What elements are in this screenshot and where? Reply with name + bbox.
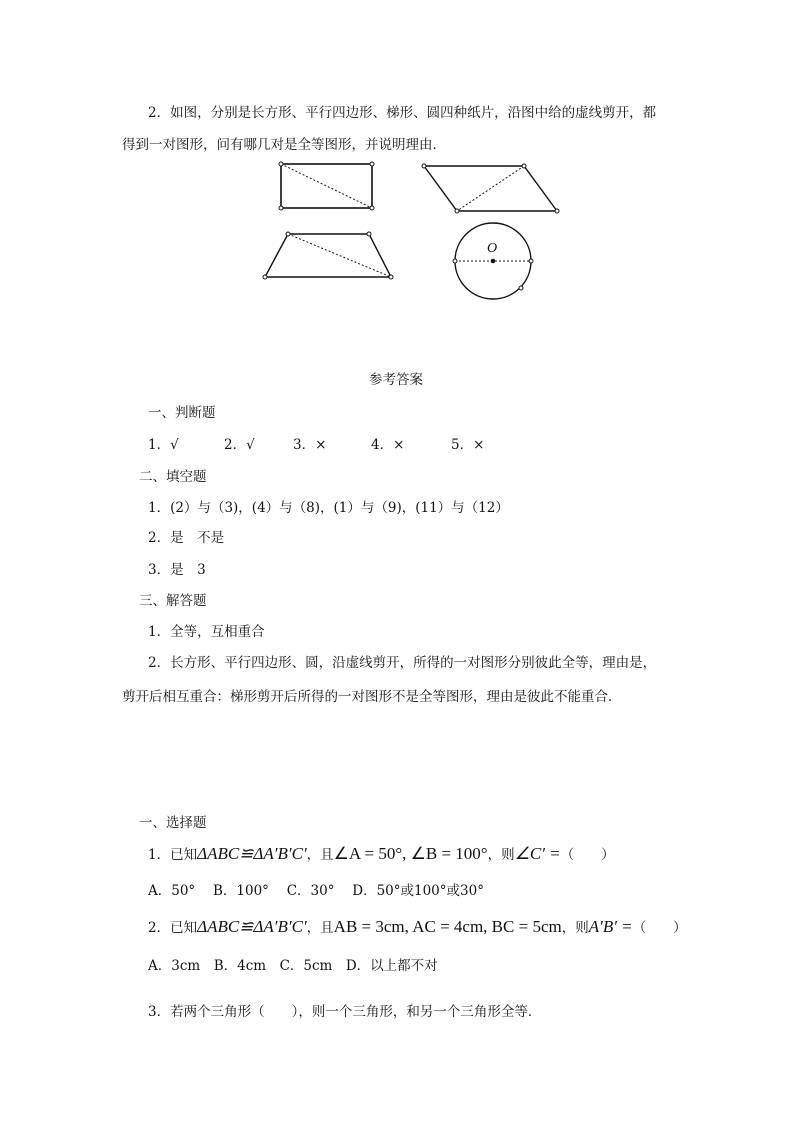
fill-answer-1: 1．(2）与（3)，(4）与（8)，(1）与（9)，(11）与（12） xyxy=(148,500,509,516)
q2-target: A′B′ = xyxy=(588,917,633,936)
problem-2-line-2: 得到一对图形，问有哪几对是全等图形，并说明理由． xyxy=(122,137,446,153)
section-true-false: 一、判断题 xyxy=(148,405,216,421)
tf-answer-2: 2．√ xyxy=(224,437,255,453)
section-solutions: 三、解答题 xyxy=(139,593,207,609)
rectangle-figure xyxy=(279,162,374,210)
q1-angles: ∠A = 50°, ∠B = 100° xyxy=(333,844,488,863)
solution-2-line-1: 2．长方形、平行四边形、圆，沿虚线剪开，所得的一对图形分别彼此全等，理由是， xyxy=(148,655,657,671)
solution-2-line-2: 剪开后相互重合：梯形剪开后所得的一对图形不是全等图形，理由是彼此不能重合． xyxy=(122,689,622,705)
trapezoid-figure xyxy=(263,232,393,279)
tf-answer-3: 3．× xyxy=(293,437,327,453)
section-multiple-choice: 一、选择题 xyxy=(139,815,207,831)
question-3: 3．若两个三角形（ ），则一个三角形，和另一个三角形全等． xyxy=(148,1004,542,1020)
circle-figure xyxy=(453,223,533,299)
q1-target: ∠C′ = xyxy=(514,844,561,863)
q1-post: ，则 xyxy=(487,847,515,863)
circle-center-label: O xyxy=(487,241,498,256)
fill-answer-2: 2．是 不是 xyxy=(148,530,225,546)
figures xyxy=(0,0,793,320)
fill-answer-3: 3．是 3 xyxy=(148,562,206,578)
question-1-options: A．50° B．100° C．30° D．50°或100°或30° xyxy=(148,883,484,899)
question-1 xyxy=(148,845,615,864)
q1-mid: ，且 xyxy=(306,847,334,863)
question-2 xyxy=(148,918,687,937)
q1-prefix: 1．已知 xyxy=(148,847,198,863)
q2-congruence: ΔABC≌ΔA′B′C′ xyxy=(197,917,307,936)
tf-answer-4: 4．× xyxy=(371,437,405,453)
tf-answer-5: 5．× xyxy=(451,437,485,453)
q2-prefix: 2．已知 xyxy=(148,920,198,936)
tf-answer-1: 1．√ xyxy=(148,437,179,453)
solution-1: 1．全等，互相重合 xyxy=(148,624,265,640)
section-fill-blank: 二、填空题 xyxy=(139,469,207,485)
q2-lengths: AB = 3cm, AC = 4cm, BC = 5cm xyxy=(333,917,562,936)
q2-paren: （ ） xyxy=(632,920,687,936)
q1-paren: （ ） xyxy=(560,847,615,863)
problem-2-line-1: 2．如图，分别是长方形、平行四边形、梯形、圆四种纸片，沿图中给的虚线剪开，都 xyxy=(148,105,657,121)
answers-title: 参考答案 xyxy=(369,372,423,388)
q2-post: ，则 xyxy=(561,920,589,936)
parallelogram-figure xyxy=(422,164,559,213)
q2-mid: ，且 xyxy=(306,920,334,936)
q1-congruence: ΔABC≌ΔA′B′C′ xyxy=(197,844,307,863)
question-2-options: A．3cm B．4cm C．5cm D．以上都不对 xyxy=(148,958,438,974)
